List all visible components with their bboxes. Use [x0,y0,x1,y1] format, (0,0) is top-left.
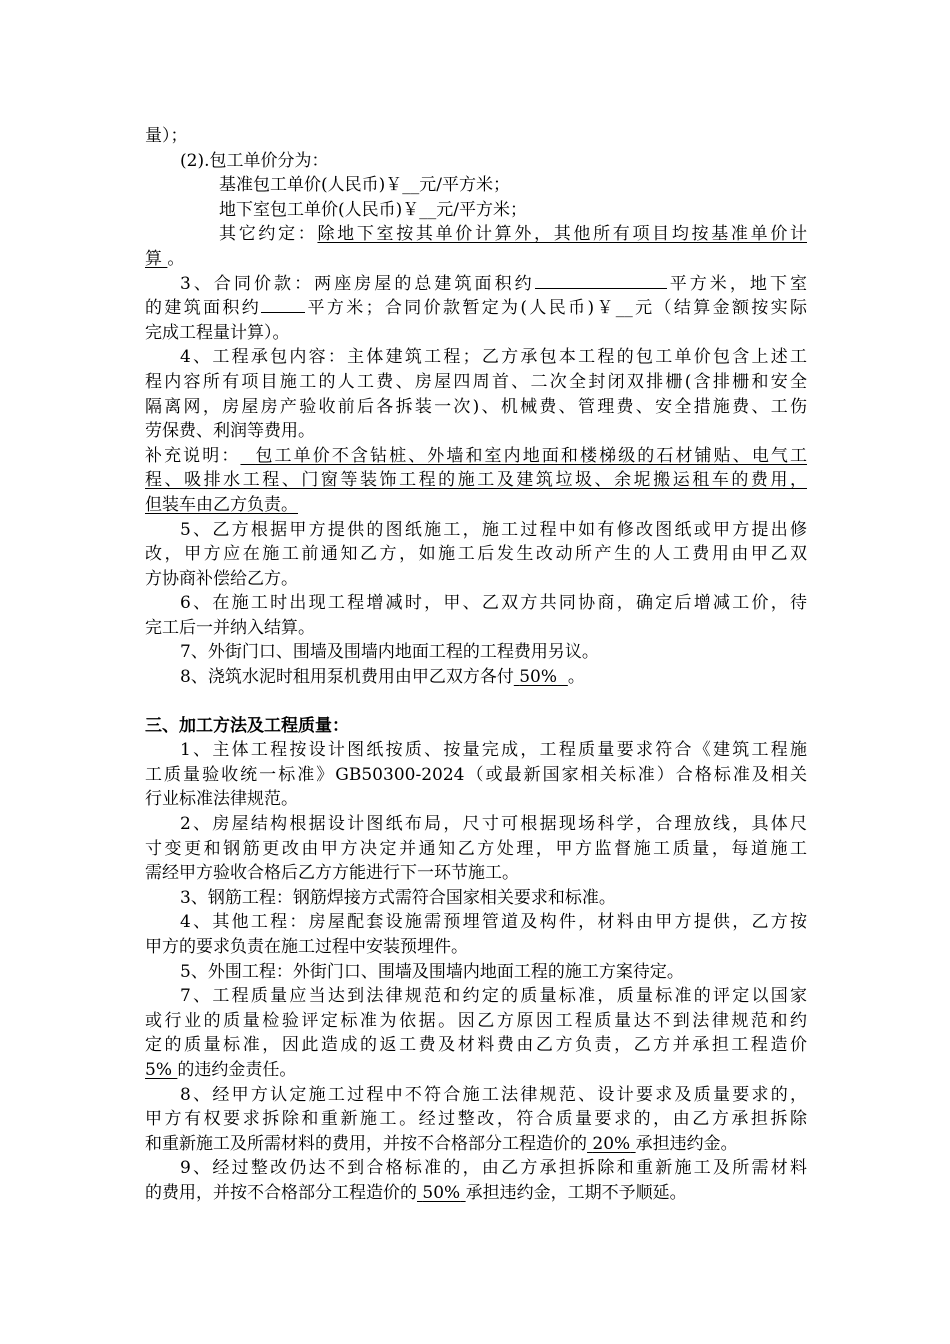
text-line [145,247,807,272]
underlined-text: 但装车由乙方负责。 [145,494,298,515]
text: 5、乙方根据甲方提供的图纸施工，施工过程中如有修改图纸或甲方提出修 [180,519,807,540]
text-line [145,149,807,174]
text: 基准包工单价(人民币)￥__元/平方米； [219,175,510,196]
text: 7、外街门口、围墙及围墙内地面工程的工程费用另议。 [180,642,599,663]
text-line [145,321,807,346]
text: 8、经甲方认定施工过程中不符合施工法律规范、设计要求及质量要求的， [180,1084,807,1105]
text: 3、钢筋工程：钢筋焊接方式需符合国家相关要求和标准。 [180,887,616,908]
text: 甲方有权要求拆除和重新施工。经过整改，符合质量要求的，由乙方承担拆除 [145,1109,807,1130]
text-line [145,173,807,198]
text-line [145,567,807,592]
text-line [145,787,807,812]
text-line [145,444,807,469]
text: 4、其他工程：房屋配套设施需预埋管道及构件，材料由甲方提供，乙方按 [180,912,807,933]
text: 改，甲方应在施工前通知乙方，如施工后发生改动所产生的人工费用由甲乙双 [145,544,807,565]
fill-blank [535,272,667,289]
text: 的建筑面积约 [145,298,262,319]
fill-blank [261,296,305,313]
text-line [145,763,807,788]
text-line [145,296,807,321]
text: 定的质量标准，因此造成的返工费及材料费由乙方负责，乙方并承担工程造价 [145,1035,807,1056]
underlined-text: 除地下室按其单价计算外，其他所有项目均按基准单价计 [317,224,807,245]
text-line [145,837,807,862]
text-line [145,886,807,911]
text-line [145,518,807,543]
text: 地下室包工单价(人民币)￥__元/平方米； [219,199,527,220]
text: 隔离网，房屋房产验收前后各拆装一次)、机械费、管理费、安全措施费、工伤 [145,396,807,417]
text: 。 [567,667,585,688]
text: 3、合同价款：两座房屋的总建筑面积约 [180,273,535,294]
text-line [145,1009,807,1034]
text: 的费用，并按不合格部分工程造价的 [145,1182,417,1203]
paragraph-gap [145,690,807,714]
text-line [145,222,807,247]
text-line [145,812,807,837]
text-line [145,419,807,444]
underlined-text: 包工单价不含钻桩、外墙和室内地面和楼梯级的石材铺贴、电气工 [255,445,807,466]
underlined-text: 50% [519,667,558,688]
text: 劳保费、利润等费用。 [145,421,315,442]
text: 2、房屋结构根据设计图纸布局，尺寸可根据现场科学，合理放线，具体尺 [180,814,807,835]
text: 量）； [145,126,188,146]
text-line [145,591,807,616]
text: 完工后一并纳入结算。 [145,617,315,638]
text-line [145,1156,807,1181]
text-line [145,910,807,935]
text-line [145,1033,807,1058]
text: 其它约定： [219,224,318,245]
text-line [145,984,807,1009]
document-body [145,124,807,1206]
text-line [145,1083,807,1108]
text: (2).包工单价分为： [180,150,329,171]
underlined-text: 算 [145,248,162,269]
text-line [145,468,807,493]
text: 行业标准法律规范。 [145,789,298,810]
text-line [145,1058,807,1083]
text: 4、工程承包内容：主体建筑工程；乙方承包本工程的包工单价包含上述工 [180,347,807,368]
text: 和重新施工及所需材料的费用，并按不合格部分工程造价的 [145,1133,587,1154]
underlined-text: 50% [422,1182,461,1203]
text: 平方米；合同价款暂定为(人民币)￥__元（结算金额按实际 [305,298,807,319]
text-line [145,370,807,395]
underlined-text: 5% [145,1059,172,1080]
text-line [145,1132,807,1157]
text: 承担违约金。 [635,1133,738,1154]
text-line [145,395,807,420]
text-line [145,124,807,149]
text: 补充说明： [145,445,241,466]
text-line [145,861,807,886]
underlined-text: 20% [592,1133,631,1154]
text-line [145,738,807,763]
text: 程内容所有项目施工的人工费、房屋四周首、二次全封闭双排栅(含排栅和安全 [145,371,807,392]
text: 9、经过整改仍达不到合格标准的，由乙方承担拆除和重新施工及所需材料 [180,1158,807,1179]
text: 5、外围工程：外街门口、围墙及围墙内地面工程的施工方案待定。 [180,961,684,982]
underlined-text: 程、吸排水工程、门窗等装饰工程的施工及建筑垃圾、余坭搬运租车的费用， [145,470,807,491]
text: 的违约金责任。 [177,1059,297,1080]
text: 方协商补偿给乙方。 [145,568,298,589]
text-line [145,1107,807,1132]
text: 平方米，地下室 [666,273,807,294]
text: 1、主体工程按设计图纸按质、按量完成，工程质量要求符合《建筑工程施 [180,740,807,761]
text: 承担违约金，工期不予顺延。 [465,1182,687,1203]
text-line [145,493,807,518]
text-line [145,345,807,370]
text-line [145,960,807,985]
text-line [145,640,807,665]
heading-text: 三、加工方法及工程质量： [145,715,349,736]
text: 。 [167,248,185,269]
text-line [145,1181,807,1206]
text-line [145,935,807,960]
text: 寸变更和钢筋更改由甲方决定并通知乙方处理，甲方监督施工质量，每道施工 [145,838,807,859]
text-line [145,542,807,567]
text: 7、工程质量应当达到法律规范和约定的质量标准，质量标准的评定以国家 [180,986,807,1007]
text: 完成工程量计算）。 [145,322,290,343]
text: 6、在施工时出现工程增减时，甲、乙双方共同协商，确定后增减工价，待 [180,593,807,614]
text-line [145,198,807,223]
section-heading [145,714,807,739]
text: 需经甲方验收合格后乙方方能进行下一环节施工。 [145,863,519,884]
text-line [145,665,807,690]
text-line [145,272,807,297]
text: 工质量验收统一标准》GB50300-2024（或最新国家相关标准）合格标准及相关 [145,764,807,785]
text-line [145,616,807,641]
text: 或行业的质量检验评定标准为依据。因乙方原因工程质量达不到法律规范和约 [145,1010,807,1031]
text: 8、浇筑水泥时租用泵机费用由甲乙双方各付 [180,667,514,688]
text: 甲方的要求负责在施工过程中安装预埋件。 [145,937,468,957]
